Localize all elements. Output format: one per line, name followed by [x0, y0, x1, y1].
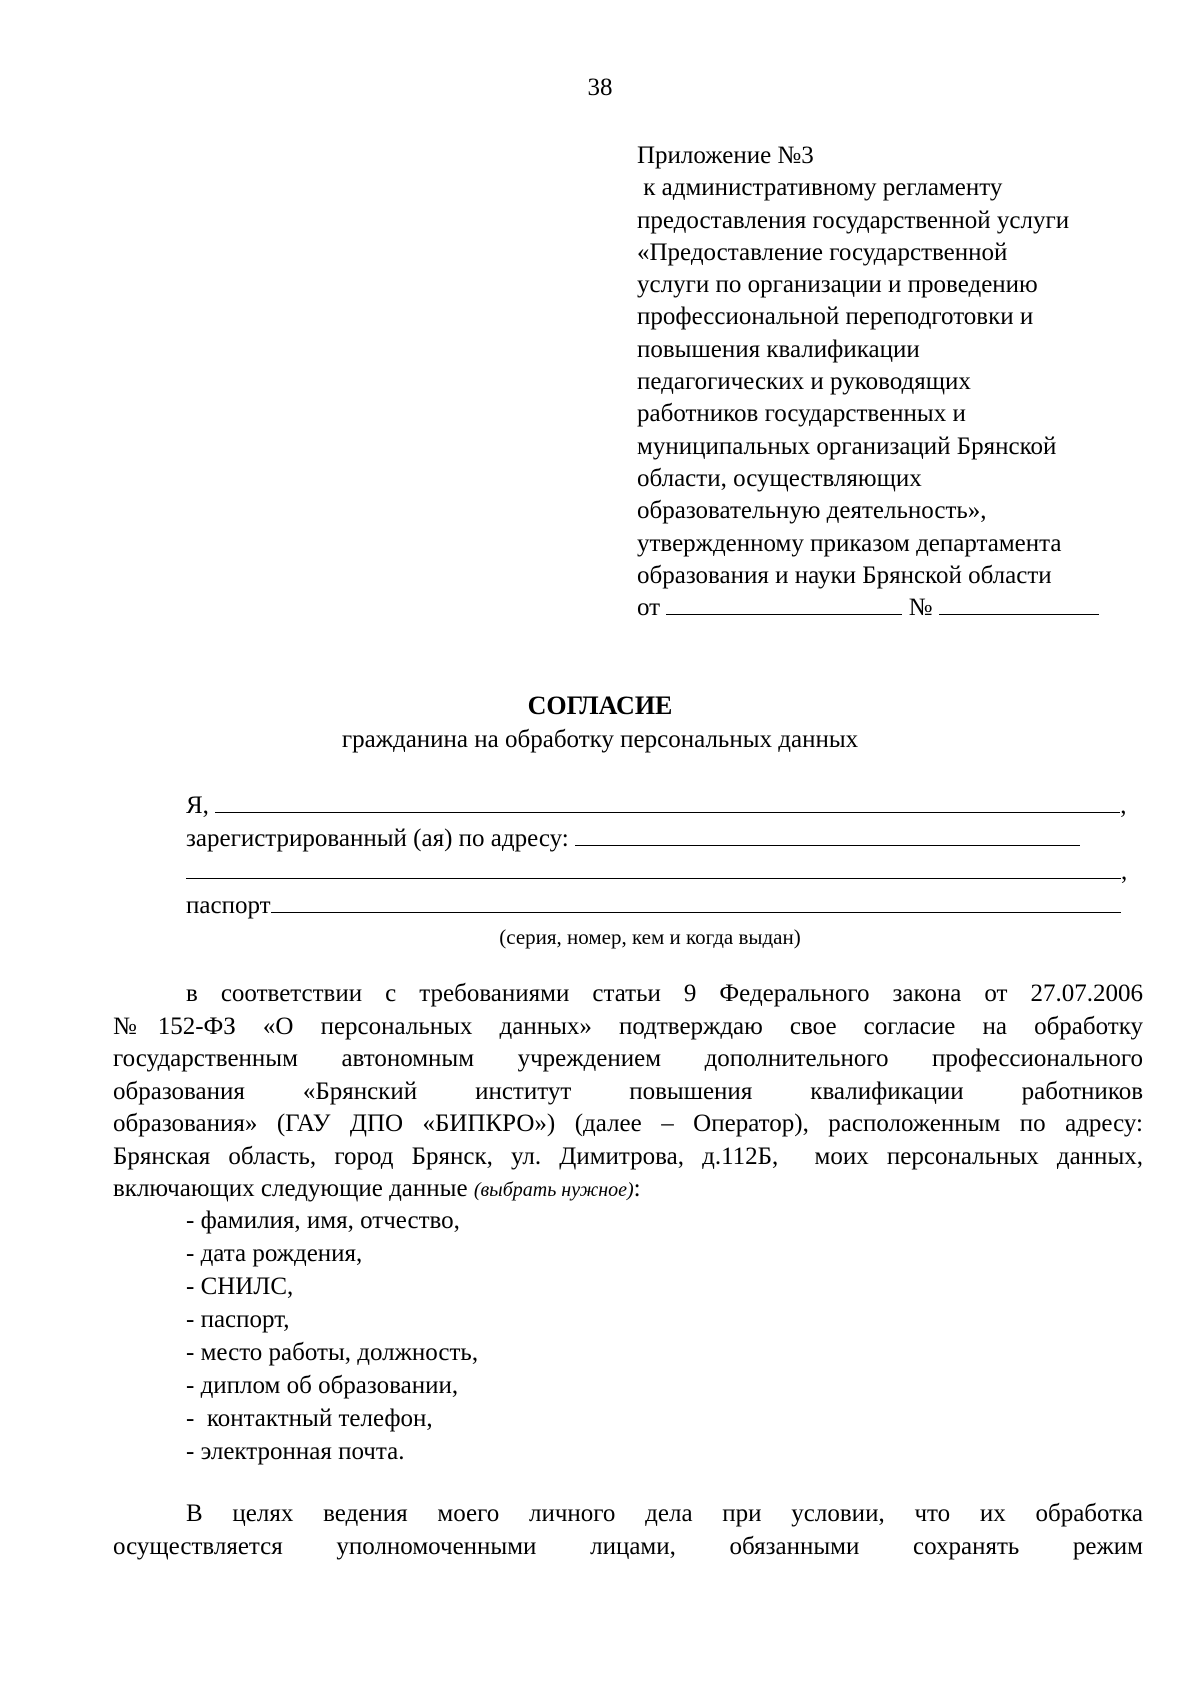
address-row — [186, 823, 1080, 855]
address-blank-2 — [186, 856, 1121, 879]
list-item: - паспорт, — [186, 1306, 290, 1333]
address-row-2 — [186, 856, 1127, 888]
name-row — [186, 790, 1126, 822]
appendix-line: образовательную деятельность», — [637, 497, 987, 525]
list-item: - диплом об образовании, — [186, 1372, 459, 1399]
list-item: - место работы, должность, — [186, 1339, 479, 1366]
date-prefix: от — [637, 594, 661, 622]
list-item: - дата рождения, — [186, 1240, 363, 1267]
appendix-line: образования и науки Брянской области — [637, 561, 1052, 589]
choose-note: (выбрать нужное) — [473, 1179, 634, 1201]
paragraph-line: №152-ФЗ «О персональных данных» подтверждаю свое согласие на обработку — [113, 1012, 1143, 1040]
appendix-line: области, осуществляющих — [637, 464, 922, 492]
list-item: - контактный телефон, — [186, 1405, 433, 1432]
appendix-line: утвержденному приказом департамента — [637, 529, 1062, 557]
name-blank — [215, 790, 1120, 813]
address-blank — [575, 823, 1080, 846]
appendix-header — [637, 140, 1157, 624]
number-sign: № — [908, 594, 933, 622]
paragraph-line: в соответствии с требованиями статьи 9 Федерального закона от 27.07.2006 — [186, 980, 1143, 1007]
list-item: - СНИЛС, — [186, 1273, 294, 1300]
appendix-line: повышения квалификации — [637, 335, 920, 363]
paragraph-line: В целях ведения моего личного дела при условии, что их обработка — [186, 1500, 1143, 1527]
paragraph-line: осуществляется уполномоченными лицами, обязанными сохранять режим — [113, 1532, 1143, 1560]
passport-label: паспорт — [186, 892, 271, 919]
passport-row — [186, 890, 1121, 922]
document-subtitle: гражданина на обработку персональных данных — [341, 726, 859, 753]
appendix-line: профессиональной переподготовки и — [637, 303, 1034, 331]
appendix-line: «Предоставление государственной — [637, 238, 1008, 266]
address-comma: , — [1121, 858, 1128, 885]
paragraph-last-text: включающих следующие данные — [113, 1175, 474, 1202]
colon: : — [633, 1175, 641, 1202]
document-title: СОГЛАСИЕ — [527, 691, 673, 720]
paragraph-line: государственным автономным учреждением дополнительного профессионального — [113, 1045, 1143, 1072]
name-prefix: Я, — [186, 792, 209, 819]
data-list — [186, 1205, 478, 1469]
list-item: - фамилия, имя, отчество, — [186, 1207, 460, 1234]
passport-blank — [271, 890, 1121, 913]
appendix-line: Приложение №3 — [637, 142, 814, 169]
consent-paragraph — [113, 978, 1143, 1206]
number-blank — [939, 592, 1099, 615]
appendix-line: услуги по организации и проведению — [637, 271, 1038, 299]
appendix-line: к административному регламенту — [637, 174, 1003, 202]
name-comma: , — [1120, 792, 1127, 819]
page-number: 38 — [587, 74, 613, 101]
list-item: - электронная почта. — [186, 1438, 405, 1465]
paragraph-line: образования «Брянский институт повышения квалификации работников — [113, 1077, 1143, 1105]
appendix-line: педагогических и руководящих — [637, 368, 971, 396]
purpose-paragraph — [113, 1498, 1143, 1563]
paragraph-line: образования» (ГАУ ДПО «БИПКРО») (далее – Оператор), расположенным по адресу: — [113, 1110, 1143, 1137]
paragraph-last-line — [113, 1173, 1143, 1206]
appendix-line: предоставления государственной услуги — [637, 206, 1070, 234]
address-label: зарегистрированный (ая) по адресу: — [186, 825, 569, 852]
appendix-line: муниципальных организаций Брянской — [637, 432, 1057, 460]
appendix-date-line — [637, 592, 1157, 624]
appendix-line: работников государственных и — [637, 400, 966, 428]
paragraph-line: Брянская область, город Брянск, ул. Димитрова, д.112Б, моих персональных данных, — [113, 1142, 1143, 1170]
date-blank — [666, 592, 902, 615]
passport-caption: (серия, номер, кем и когда выдан) — [499, 925, 801, 949]
